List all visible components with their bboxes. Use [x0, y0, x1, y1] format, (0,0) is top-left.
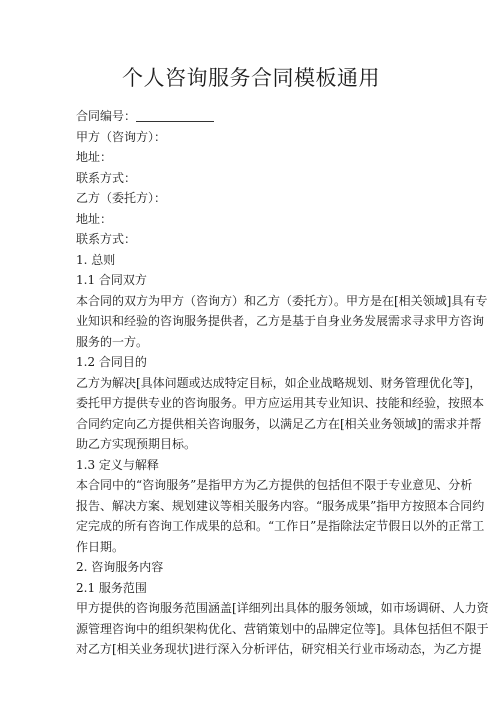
party-b-contact-field: 联系方式：: [76, 232, 137, 246]
paragraph: [76, 598, 489, 660]
subsection-heading: 1.1 合同双方: [76, 273, 147, 287]
party-a-address-field: 地址：: [76, 150, 113, 164]
paragraph: [76, 475, 485, 557]
subsection-heading: 1.3 定义与解释: [76, 457, 159, 472]
paragraph-line: 本合同中的“咨询服务”是指甲方为乙方提供的包括但不限于专业意见、分析: [76, 478, 473, 492]
paragraph: [76, 373, 485, 455]
party-b-address-field: 地址：: [76, 211, 113, 226]
paragraph-line: 乙方为解决[具体问题或达成特定目标，如企业战略规划、财务管理优化等]，: [76, 375, 482, 390]
party-a-field: 甲方（咨询方）：: [76, 129, 167, 144]
paragraph-line: 甲方提供的咨询服务范围涵盖[详细列出具体的服务领域，如市场调研、人力资: [76, 601, 489, 615]
section-heading: 2. 咨询服务内容: [76, 560, 164, 574]
document-title: 个人咨询服务合同模板通用: [122, 66, 380, 90]
party-b-field: 乙方（委托方）：: [76, 191, 167, 205]
paragraph-line: 报告、解决方案、规划建议等相关服务内容。“服务成果”指甲方按照本合同约: [76, 498, 485, 513]
paragraph-line: 定完成的所有咨询工作成果的总和。“工作日”是指除法定节假日以外的正常工: [76, 519, 485, 533]
paragraph-line: 服务的一方。: [76, 334, 149, 349]
contract-number-field: [76, 106, 426, 127]
paragraph-line: 本合同的双方为甲方（咨询方）和乙方（委托方）。甲方是在[相关领域]具有专: [76, 293, 488, 308]
subsection-heading: 1.2 合同目的: [76, 355, 147, 369]
paragraph-line: 助乙方实现预期目标。: [76, 437, 197, 451]
paragraph-line: 业知识和经验的咨询服务提供者，乙方是基于自身业务发展需求寻求甲方咨询: [76, 314, 485, 328]
paragraph: [76, 291, 488, 353]
party-fields: [76, 106, 426, 250]
party-a-contact-field: 联系方式：: [76, 170, 137, 185]
paragraph-line: 合同约定向乙方提供相关咨询服务，以满足乙方在[相关业务领域]的需求并帮: [76, 416, 482, 431]
paragraph-line: 对乙方[相关业务现状]进行深入分析评估，研究相关行业市场动态，为乙方提: [76, 642, 482, 656]
paragraph-line: 源管理咨询中的组织架构优化、营销策划中的品牌定位等]。具体包括但不限于: [76, 621, 489, 636]
contract-number-blank: [136, 109, 214, 122]
subsection-heading: 2.1 服务范围: [76, 580, 147, 595]
section-heading: 1. 总则: [76, 252, 116, 267]
field-label: 合同编号：: [76, 109, 137, 123]
paragraph-line: 委托甲方提供专业的咨询服务。甲方应运用其专业知识、技能和经验，按照本: [76, 396, 485, 410]
paragraph-line: 作日期。: [76, 539, 125, 554]
